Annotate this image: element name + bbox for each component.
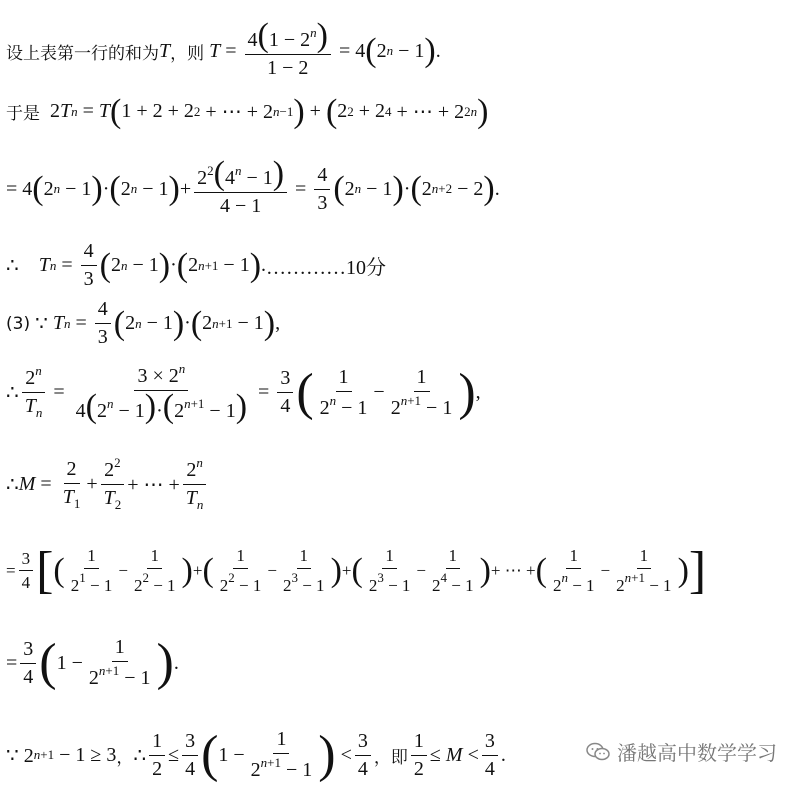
score-note: …………10分 [266, 257, 387, 279]
that-is-text: ，即 [373, 747, 408, 768]
watermark-text: 潘越高中数学学习 [617, 741, 777, 765]
line-9: = $\frac{3}{4}$ ( 1 − $\frac{1}{2^{n+1} - 1}$ ) . [6, 634, 179, 692]
line-1-text: 设上表第一行的和为 [6, 43, 159, 64]
fraction: $\frac{4(1 - 2^n)}{1 - 2}$ [245, 22, 331, 80]
line-2-text: 于是 [6, 104, 40, 125]
line-6: ∴ $\frac{2^n}{T_n}$ = $\frac{3 \times 2^n}{4(2^n - 1)\cdot(2^{n+1} - 1)}$ = $\frac{3}{4}$ ( $\frac{1}{2^n - 1}$ − $\frac{1}{2^{n+1} - 1}$ ) , [6, 361, 481, 425]
line-4: ∴ T n = $\frac{4}{3}$ ( 2 n − 1 ) · ( 2 n+1 − 1 ) . …………10分 [6, 240, 387, 290]
line-8: = $\frac{3}{4}$ [ ( $\frac{1}{2^1 - 1}$ − $\frac{1}{2^2 - 1}$ ) + ( $\frac{1}{2^2 - 1}$ − $\frac{1}{2^3 - 1}$ ) + ( $\frac{1}{2^3 - 1}$ − $\frac{1}{2^4 - 1}$ ) + ⋯ + ( $\frac{1}{2^n - 1}$ − $\frac{1}{2^{n+1} - 1}$ ) ] [6, 541, 707, 599]
comma: ， [116, 747, 134, 768]
fraction: $\frac{2^2(4^n - 1)}{4 - 1}$ [194, 160, 287, 218]
line-1-then: ，则 [170, 43, 205, 64]
line-1: 设上表第一行的和为 T ，则 T = $\frac{4(1 - 2^n)}{1 - 2}$ = 4 ( 2 n − 1 ) . [6, 17, 441, 79]
line-3: = 4 ( 2 n − 1 ) · ( 2 n − 1 ) + $\frac{2^2(4^n - 1)}{4 - 1}$ = $\frac{4}{3}$ ( 2 n − 1 ) · ( 2 n+2 − 2 ) . [6, 155, 500, 217]
line-5: (3) ∵ T n = $\frac{4}{3}$ ( 2 n − 1 ) · ( 2 n+1 − 1 ) , [6, 298, 281, 348]
wechat-icon [585, 741, 611, 763]
watermark [585, 737, 777, 766]
line-7: ∴ M = $\frac{2}{T_1}$ + $\frac{2^2}{T_2}$ + ⋯ + $\frac{2^n}{T_n}$ [6, 456, 209, 513]
part-3-label: (3) [6, 313, 31, 334]
line-10: ∵ 2 n+1 − 1 ≥ 3 ， ∴ $\frac{1}{2}$ ≤ $\frac{3}{4}$ ( 1 − $\frac{1}{2^{n+1} - 1}$ ) < $\frac{3}{4}$ ，即 $\frac{1}{2}$ ≤ M < $\frac{3}{4}$ . [6, 726, 506, 784]
line-2: 于是 2 T n = T ( 1 + 2 + 2 2 + ⋯ + 2 n−1 ) + ( 2 2 + 2 4 + ⋯ + 2 2n ) [6, 93, 489, 130]
